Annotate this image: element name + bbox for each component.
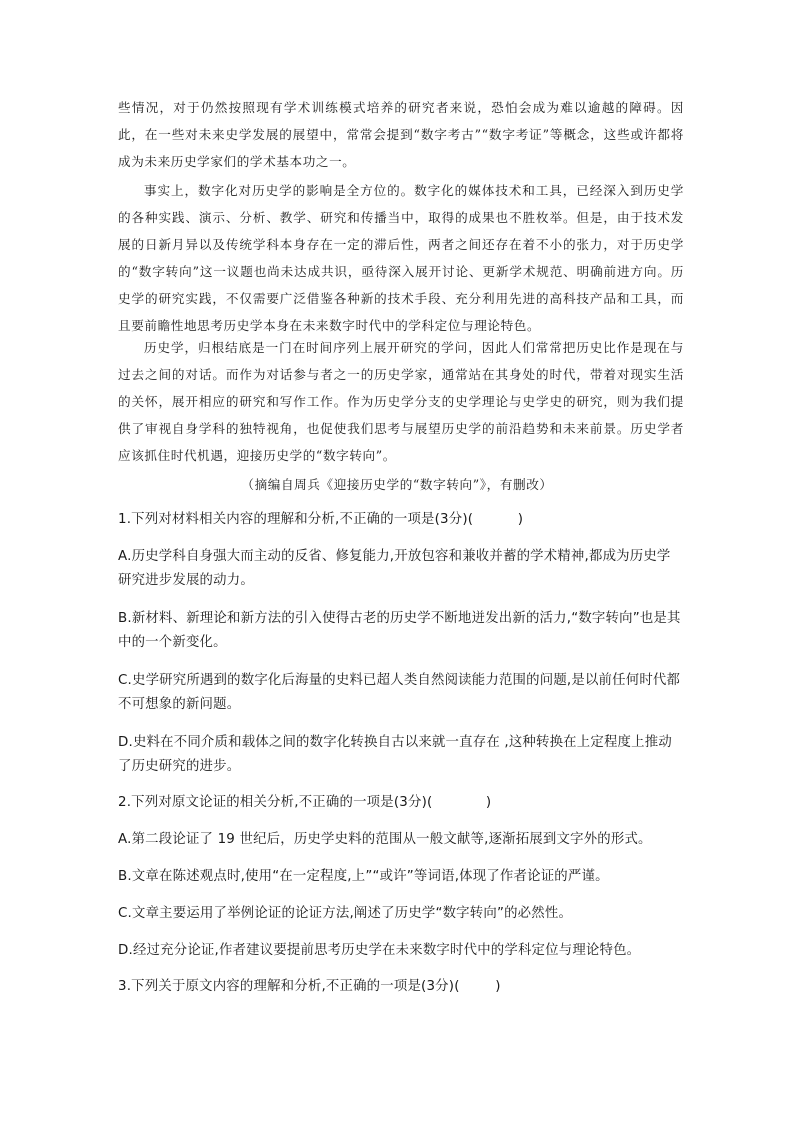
option-text: A.第二段论证了 19 世纪后，历史学史料的范围从一般文献等,逐渐拓展到文字外的形式。: [118, 832, 652, 847]
question-stem-text: 1.下列对材料相关内容的理解和分析,不正确的一项是(3分)(: [118, 512, 474, 527]
answer-blank-close: ): [495, 979, 501, 994]
option-text: C.文章主要运用了举例论证的论证方法,阐述了历史学“数字转向”的必然性。: [118, 906, 573, 921]
answer-blank-close: ): [517, 512, 524, 527]
question-stem: [118, 791, 684, 815]
question-2-option-b: [118, 865, 684, 889]
question-stem-text: 2.下列对原文论证的相关分析,不正确的一项是(3分)(: [118, 795, 433, 810]
question-1-option-d: [118, 731, 684, 779]
option-text: D.史料在不同介质和载体之间的数字化转换自古以来就一直存在 ,这种转换在上定程度上推动了历史研究的进步。: [118, 735, 672, 774]
question-2-option-d: [118, 939, 684, 963]
option-text: D.经过充分论证,作者建议要提前思考历史学在未来数字时代中的学科定位与理论特色。: [118, 943, 641, 958]
question-3: [118, 975, 684, 999]
question-1-option-a: [118, 545, 684, 593]
question-stem: [118, 508, 684, 532]
question-2: [118, 791, 684, 815]
question-1: [118, 508, 684, 532]
option-text: C.史学研究所遇到的数字化后海量的史料已超人类自然阅读能力范围的问题,是以前任何时代都不可想象的新问题。: [118, 673, 681, 712]
passage-source: （摘编自周兵《迎接历史学的“数字转向”》，有删改）: [241, 477, 553, 492]
passage-text: 历史学，归根结底是一门在时间序列上展开研究的学问，因此人们常常把历史比作是现在与过去之间的对话。而作为对话参与者之一的历史学家，通常站在其身处的时代，带着对现实生活的关怀，展开相应的研究和写作工作。作为历史学分支的史学理论与史学史的研究，则为我们提供了审视自身学科的独特视角，也促使我们思考与展望历史学的前沿趋势和未来前景。历史学者应该抓住时代机遇，迎接历史学的“数字转向”。: [118, 340, 684, 463]
option-text: A.历史学科自身强大而主动的反省、修复能力,开放包容和兼收并蓄的学术精神,都成为历史学研究进步发展的动力。: [118, 549, 671, 588]
passage-text: 些情况，对于仍然按照现有学术训练模式培养的研究者来说，恐怕会成为难以逾越的障碍。因此，在一些对未来史学发展的展望中，常常会提到“数字考古”“数字考证”等概念，这些或许都将成为未来历史学家们的学术基本功之一。: [118, 100, 684, 169]
passage-paragraph-1: [118, 94, 684, 175]
option-text: B.新材料、新理论和新方法的引入使得古老的历史学不断地迸发出新的活力,“数字转向”也是其中的一个新变化。: [118, 611, 681, 650]
question-2-option-a: [118, 828, 684, 852]
option-text: B.文章在陈述观点时,使用“在一定程度,上”“或许”等词语,体现了作者论证的严谨。: [118, 869, 609, 884]
question-1-option-c: [118, 669, 684, 717]
passage-text: 事实上，数字化对历史学的影响是全方位的。数字化的媒体技术和工具，已经深入到历史学的各种实践、演示、分析、教学、研究和传播当中，取得的成果也不胜枚举。但是，由于技术发展的日新月异以及传统学科本身存在一定的滞后性，两者之间还存在着不小的张力，对于历史学的“数字转向”这一议题也尚未达成共识，亟待深入展开讨论、更新学术规范、明确前进方向。历史学的研究实践，不仅需要广泛借鉴各种新的技术手段、充分利用先进的高科技产品和工具，而且要前瞻性地思考历史学本身在未来数字时代中的学科定位与理论特色。: [118, 183, 684, 333]
answer-blank-close: ): [485, 795, 492, 810]
question-1-option-b: [118, 607, 684, 655]
question-2-option-c: [118, 902, 684, 926]
passage-paragraph-3: [118, 334, 684, 469]
question-stem: [118, 975, 684, 999]
question-stem-text: 3.下列关于原文内容的理解和分析,不正确的一项是(3分)(: [118, 979, 460, 994]
passage-paragraph-2: [118, 177, 684, 339]
